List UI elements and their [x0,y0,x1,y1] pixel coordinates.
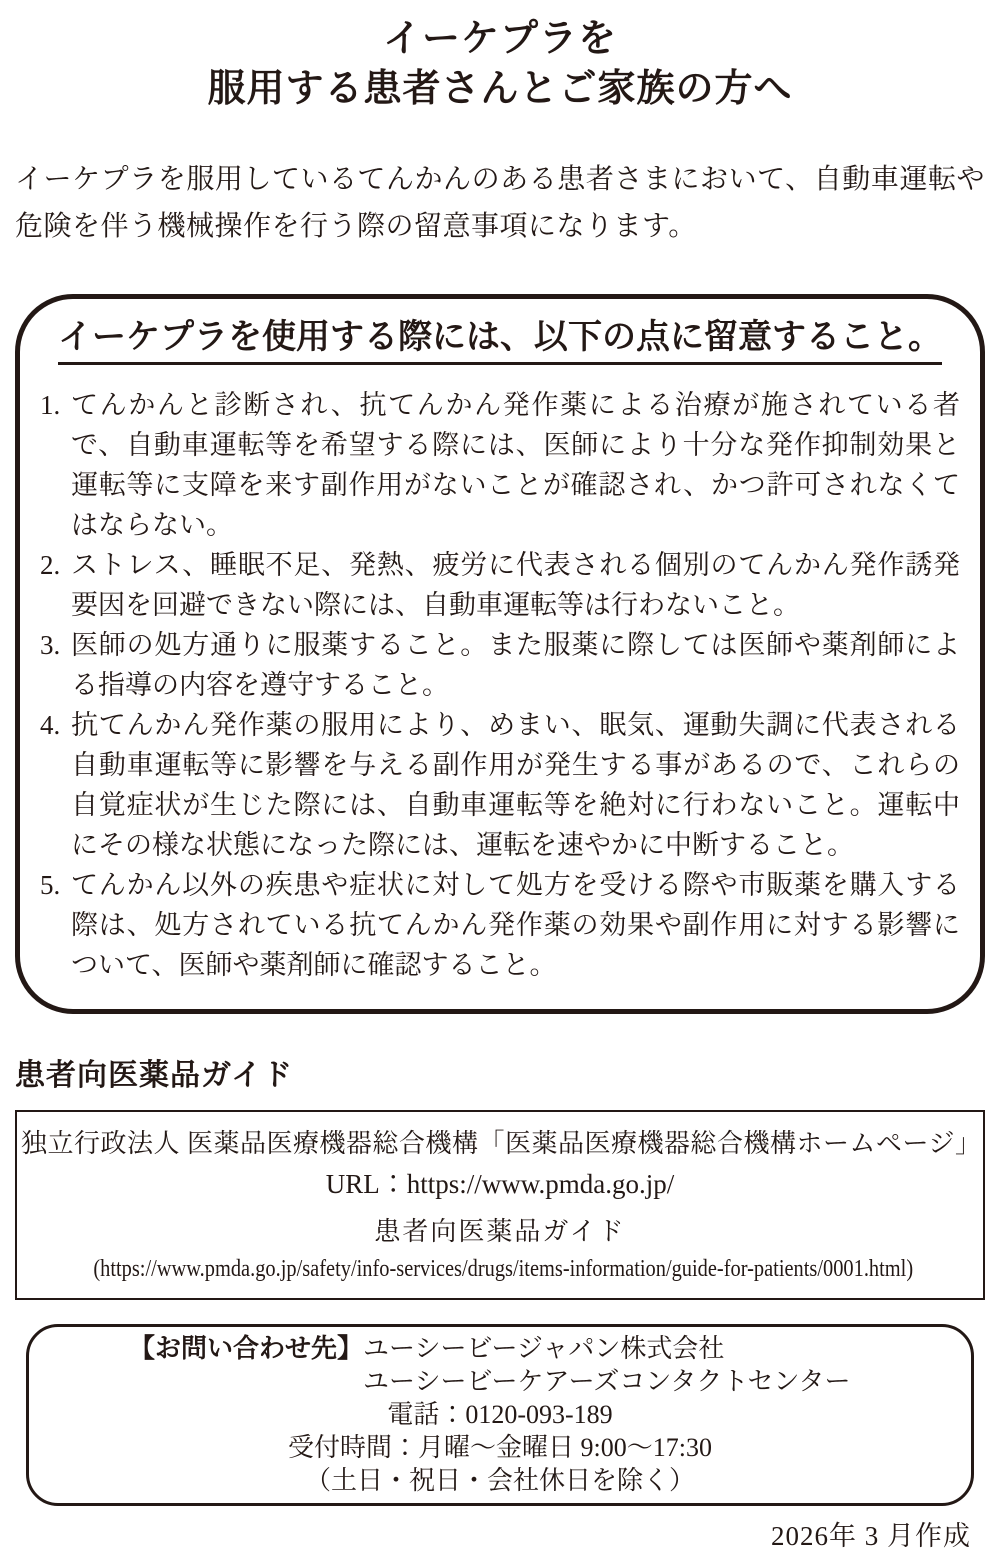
notice-item-number: 3. [40,630,61,660]
notice-item-text: 抗てんかん発作薬の服用により、めまい、眠気、運動失調に代表される自動車運転等に影響を与える副作用が発生する事があるので、これらの自覚症状が生じた際には、自動車運転等を絶対に行わないこと。運転中にその様な状態になった際には、運転を速やかに中断すること。 [71,710,960,860]
notice-item-text: てんかんと診断され、抗てんかん発作薬による治療が施されている者で、自動車運転等を希望する際には、医師により十分な発作抑制効果と運転等に支障を来す副作用がないことが確認され、かつ許可されなくてはならない。 [71,390,960,540]
page-title-line2: 服用する患者さんとご家族の方へ [207,68,793,110]
pmda-guide-url-text: (https://www.pmda.go.jp/safety/info-services/drugs/items-information/guide-for-patients/0001.html) [93,1256,914,1282]
page-title [15,14,985,114]
contact-line2 [29,1365,971,1398]
contact-center-name: ユーシービーケアーズコンタクトセンター [363,1367,851,1396]
notice-item-text: 医師の処方通りに服薬すること。また服薬に際しては医師や薬剤師による指導の内容を遵守すること。 [71,630,960,700]
notice-item-3 [40,625,960,705]
notice-item-1 [40,385,960,545]
pmda-org-line: 独立行政法人 医薬品医療機器総合機構「医薬品医療機器総合機構ホームページ」 [21,1129,982,1158]
notice-item-4 [40,705,960,865]
guide-section-header: 患者向医薬品ガイド [15,1059,294,1092]
pmda-guide-title: 患者向医薬品ガイド [374,1217,626,1246]
notice-item-text: ストレス、睡眠不足、発熱、疲労に代表される個別のてんかん発作誘発要因を回避できない際には、自動車運転等は行わないこと。 [71,550,960,620]
notice-item-number: 2. [40,550,61,580]
notice-item-2 [40,545,960,625]
notice-box-heading [40,317,960,365]
contact-company: ユーシービージャパン株式会社 [363,1334,725,1363]
intro-paragraph: イーケプラを服用しているてんかんのある患者さまにおいて、自動車運転や危険を伴う機械操作を行う際の留意事項になります。 [15,164,985,242]
notice-item-5 [40,865,960,985]
notice-box [15,294,985,1014]
notice-item-text: てんかん以外の疾患や症状に対して処方を受ける際や市販薬を購入する際は、処方されている抗てんかん発作薬の効果や副作用に対する影響について、医師や薬剤師に確認すること。 [71,870,960,980]
footer-date: 2026年 3 月作成 [771,1521,971,1551]
pmda-guide-url [21,1252,979,1286]
contact-hours-note: （土日・祝日・会社休日を除く） [304,1466,695,1495]
page-title-line1: イーケプラを [382,18,617,60]
pmda-info-box [15,1110,985,1300]
pmda-url-line: URL：https://www.pmda.go.jp/ [325,1169,675,1199]
contact-line1 [29,1332,971,1365]
contact-phone: 電話：0120-093-189 [387,1400,613,1429]
notice-list [40,385,960,985]
contact-hours: 受付時間：月曜～金曜日 9:00～17:30 [288,1433,712,1462]
contact-label: 【お問い合わせ先】 [129,1333,364,1363]
contact-box [26,1324,974,1506]
notice-box-heading-text: イーケプラを使用する際には、以下の点に留意すること。 [58,317,942,365]
notice-item-number: 5. [40,870,61,900]
notice-item-number: 1. [40,390,61,420]
notice-item-number: 4. [40,710,61,740]
